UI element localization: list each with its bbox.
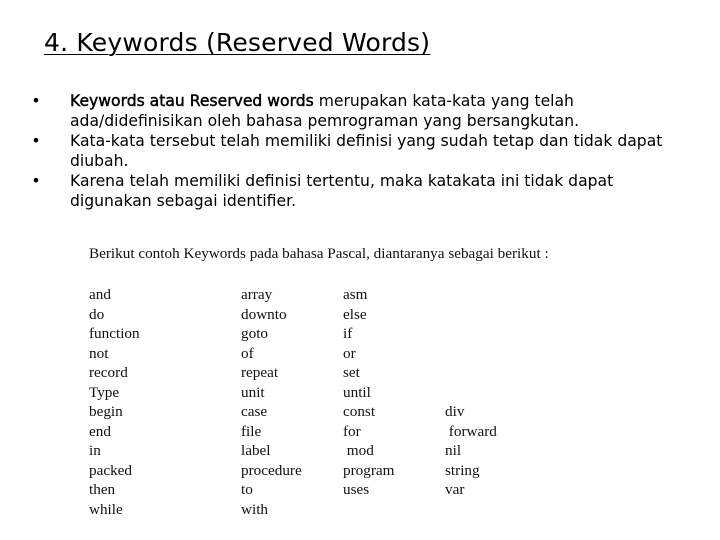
bullet-marker: • (31, 132, 41, 150)
keyword-item: end (89, 422, 111, 440)
keyword-item: not (89, 344, 109, 362)
keyword-item: of (241, 344, 254, 362)
keyword-item: uses (343, 481, 370, 498)
bullet-marker: • (31, 92, 41, 110)
bullet-item (26, 131, 676, 171)
bullet-text: merupakan kata-kata yang telah ada/didefinisikan oleh bahasa pemrograman yang bersangkutan. (70, 92, 580, 130)
keyword-item: if (343, 325, 353, 342)
pascal-keywords-example (86, 245, 646, 525)
keyword-item: Type (89, 383, 120, 401)
keyword-column-2 (241, 285, 302, 519)
keyword-item: function (89, 325, 140, 342)
keyword-column-4 (445, 402, 497, 500)
bullet-list (26, 91, 676, 211)
keyword-item: asm (343, 286, 368, 303)
keyword-item: begin (89, 403, 123, 420)
keyword-item: packed (89, 461, 133, 479)
slide-title: 4. Keywords (Reserved Words) (44, 28, 431, 57)
bullet-item (26, 171, 676, 211)
keyword-item: for (343, 422, 361, 440)
keyword-column-1 (89, 285, 140, 519)
keyword-item: forward (445, 422, 497, 440)
keyword-item: unit (241, 383, 265, 401)
keyword-item: string (445, 461, 480, 479)
example-intro-text: Berikut contoh Keywords pada bahasa Pascal, diantaranya sebagai berikut : (89, 245, 549, 262)
keyword-item: procedure (241, 461, 302, 479)
keyword-item: else (343, 305, 367, 323)
bullet-text: Kata-kata tersebut telah memiliki definisi yang sudah tetap dan tidak dapat diubah. (70, 132, 663, 170)
bullet-lead-text: Keywords atau Reserved words (70, 92, 314, 110)
keyword-item: case (241, 403, 268, 420)
keyword-item: program (343, 461, 395, 479)
keyword-item: goto (241, 325, 269, 342)
keyword-column-3 (343, 285, 394, 500)
keyword-item: in (89, 442, 101, 459)
keyword-item: var (445, 481, 465, 498)
keyword-item: and (89, 286, 111, 303)
keyword-item: to (241, 481, 253, 498)
keyword-item: while (89, 500, 123, 518)
keyword-item: mod (343, 442, 374, 459)
keyword-item: with (241, 500, 269, 518)
keyword-item: or (343, 344, 356, 362)
bullet-marker: • (31, 172, 41, 190)
keyword-item: record (89, 364, 128, 381)
keyword-item: then (89, 481, 116, 498)
keyword-item: repeat (241, 364, 279, 381)
keyword-item: nil (445, 442, 462, 459)
keyword-item: div (445, 403, 465, 420)
keyword-item: downto (241, 305, 287, 323)
keyword-item: do (89, 305, 105, 323)
keyword-item: set (343, 364, 360, 381)
keyword-item: file (241, 422, 262, 440)
keyword-item: array (241, 286, 273, 303)
keyword-item: until (343, 383, 371, 401)
keyword-item: const (343, 403, 376, 420)
bullet-item (26, 91, 676, 131)
keyword-item: label (241, 442, 271, 459)
bullet-text: Karena telah memiliki definisi tertentu, maka katakata ini tidak dapat digunakan sebagai identifier. (70, 172, 614, 210)
